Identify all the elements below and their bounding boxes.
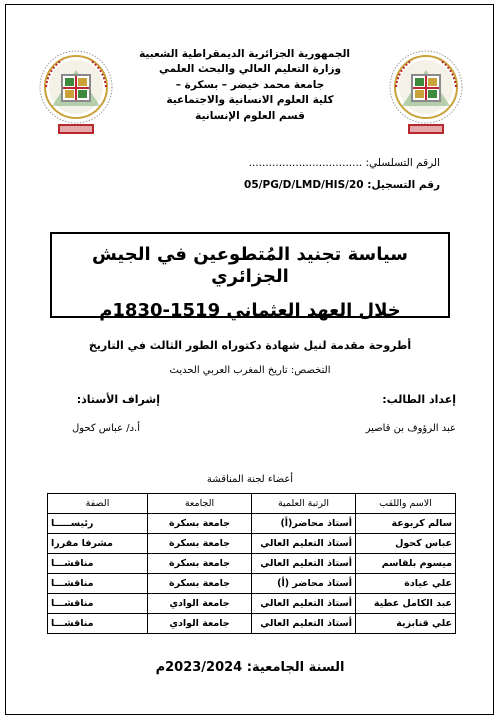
- header-university: جامعة محمد خيضر – بسكرة –: [175, 78, 325, 91]
- specialty-line: التخصص: تاريخ المغرب العربي الحديث: [169, 365, 331, 376]
- supervision-label: إشراف الأستاذ:: [76, 393, 160, 406]
- thesis-description: أطروحة مقدمة لنيل شهادة دكتوراه الطور الثالث في التاريخ: [88, 339, 412, 352]
- member-university: جامعة الوادي: [148, 614, 252, 634]
- header-faculty: كلية العلوم الانسانية والاجتماعية: [166, 94, 334, 107]
- header-ministry: وزارة التعليم العالي والبحث العلمي: [158, 63, 342, 76]
- member-university: جامعة الوادي: [148, 594, 252, 614]
- member-role: مناقشـــا: [48, 554, 148, 574]
- table-row: [48, 554, 456, 574]
- prepared-by-label: إعداد الطالب:: [382, 393, 456, 406]
- column-header-university: الجامعة: [148, 494, 252, 514]
- member-name: عبد الكامل عطية: [356, 594, 456, 614]
- academic-year: السنة الجامعية: 2023/2024م: [155, 660, 345, 675]
- table-row: [48, 614, 456, 634]
- supervisor-name: أ.د/ عباس كحول: [71, 423, 140, 434]
- member-rank: أستاذ التعليم العالي: [252, 554, 356, 574]
- header-department: قسم العلوم الإنسانية: [195, 109, 305, 122]
- table-header-row: [48, 494, 456, 514]
- table-row: [48, 594, 456, 614]
- member-rank: أستاذ التعليم العالي: [252, 614, 356, 634]
- institution-header: [139, 47, 350, 124]
- column-header-rank: الرتبة العلمية: [252, 494, 356, 514]
- member-university: جامعة بسكرة: [148, 574, 252, 594]
- member-role: مناقشـــا: [48, 594, 148, 614]
- member-rank: أستاذ التعليم العالي: [252, 594, 356, 614]
- header-republic: الجمهورية الجزائرية الديمقراطية الشعبية: [139, 48, 350, 60]
- column-header-name: الاسم واللقب: [356, 494, 456, 514]
- member-name: علي قنابزية: [356, 614, 456, 634]
- thesis-title-box: [50, 232, 450, 321]
- committee-table: [47, 493, 456, 634]
- member-role: رئيســـــا: [48, 514, 148, 534]
- registration-number-line: [150, 179, 440, 191]
- member-university: جامعة بسكرة: [148, 514, 252, 534]
- member-name: عباس كحول: [356, 534, 456, 554]
- thesis-title-line-2: خلال العهد العثماني 1519-1830م: [99, 300, 401, 321]
- member-rank: أستاذ محاضر(أ): [252, 514, 356, 534]
- registration-number-label: رقم التسجيل:: [367, 179, 440, 191]
- member-university: جامعة بسكرة: [148, 554, 252, 574]
- member-role: مشرفا مقررا: [48, 534, 148, 554]
- serial-number-line: [150, 157, 440, 169]
- member-name: ميسوم بلقاسم: [356, 554, 456, 574]
- member-university: جامعة بسكرة: [148, 534, 252, 554]
- column-header-role: الصفة: [48, 494, 148, 514]
- member-role: مناقشـــا: [48, 574, 148, 594]
- member-name: علي عيادة: [356, 574, 456, 594]
- member-role: مناقشـــا: [48, 614, 148, 634]
- serial-number-label: الرقم التسلسلي:: [365, 157, 440, 169]
- student-name: عبد الرؤوف بن قاصير: [365, 423, 456, 434]
- registration-number-value: 05/PG/D/LMD/HIS/20: [244, 179, 364, 191]
- university-emblem-icon: [38, 50, 114, 136]
- member-name: سالم كربوعة: [356, 514, 456, 534]
- table-row: [48, 574, 456, 594]
- university-emblem-icon: [388, 50, 464, 136]
- table-row: [48, 534, 456, 554]
- serial-number-value: ..................................: [248, 157, 363, 169]
- member-rank: أستاذ محاضر (أ): [252, 574, 356, 594]
- member-rank: أستاذ التعليم العالي: [252, 534, 356, 554]
- thesis-title-line-1: سياسة تجنيد المُتطوعين في الجيش الجزائري: [91, 244, 408, 287]
- committee-title: أعضاء لجنة المناقشة: [206, 474, 294, 485]
- table-row: [48, 514, 456, 534]
